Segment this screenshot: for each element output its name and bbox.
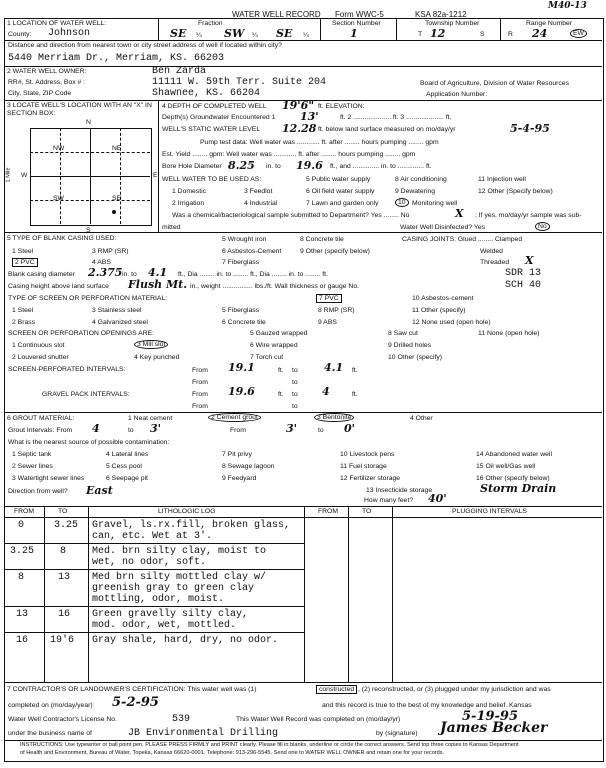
log-row-text: wet, no odor, soft. (92, 557, 207, 568)
use-5[interactable]: 5 Public water supply (306, 176, 371, 183)
bore-hole-diameter[interactable]: 8.25 (228, 159, 255, 172)
screen-7-pvc[interactable]: 7 PVC (316, 294, 342, 303)
grout-intervals-label: Grout Intervals: From (8, 427, 73, 434)
quarter-3: ¼ (303, 32, 309, 39)
township-label: Township Number (425, 20, 480, 27)
grout-int1-to[interactable]: 3' (150, 422, 162, 435)
gp-from-label: From (192, 391, 208, 398)
city-label: City, State, ZIP Code (8, 90, 72, 97)
compass-e: E (153, 172, 158, 179)
license-value[interactable]: 539 (172, 714, 191, 725)
use-10-label[interactable]: Monitoring well (412, 200, 458, 207)
source-11[interactable]: 11 Fuel storage (340, 463, 387, 470)
screen-11[interactable]: 11 Other (specify) (412, 307, 466, 314)
quadrant-ne: NE (112, 145, 122, 152)
certification-rest: , (2) reconstructed, or (3) plugged under my jurisdiction and was (358, 686, 551, 693)
license-label: Water Well Contractor's License No. (8, 716, 117, 723)
use-12[interactable]: 12 Other (Specify below) (478, 188, 553, 195)
gravel-pack-label: GRAVEL PACK INTERVALS: (42, 391, 130, 398)
water-use-label: WELL WATER TO BE USED AS: (162, 176, 262, 183)
distance-label: Distance and direction from nearest town or city street address of well if located within city? (8, 42, 282, 49)
address-value[interactable]: 5440 Merriam Dr., Merriam, KS. 66203 (8, 53, 225, 64)
gp-from2-label: From (192, 403, 208, 410)
sp-to-label: to (292, 367, 298, 374)
sp-from2-label: From (192, 379, 208, 386)
use-11[interactable]: 11 Injection well (478, 176, 526, 183)
how-many-feet-value[interactable]: 40' (428, 492, 447, 505)
log-row-text: mod. odor, wet, mottled. (92, 620, 237, 631)
owner-city[interactable]: Shawnee, KS. 66204 (152, 88, 261, 99)
use-4[interactable]: 4 Industrial (244, 200, 278, 207)
township-number[interactable]: 12 (430, 27, 446, 40)
log-row-from: 3.25 (10, 546, 35, 557)
chemical-sample-line: Was a chemical/bacteriological sample submitted to Department? Yes ........ No (172, 212, 410, 219)
gp-from-value[interactable]: 19.6 (228, 385, 255, 398)
log-row-text: can, etc. Wet at 3'. (92, 531, 213, 542)
source-16[interactable]: 16 Other (specify below) (476, 475, 550, 482)
disinfected-label: Water Well Disinfected? Yes (400, 224, 486, 231)
business-name-value[interactable]: JB Environmental Drilling (128, 728, 279, 739)
sch-value[interactable]: SCH 40 (505, 280, 542, 291)
openings-label: SCREEN OR PERFORATION OPENINGS ARE: (8, 330, 155, 337)
log-row-to: 13 (58, 572, 71, 583)
township-s: S (480, 31, 485, 38)
grout-4[interactable]: 4 Other (410, 415, 433, 422)
grout-int2-from-label: From (230, 427, 246, 434)
compass-w: W (21, 172, 28, 179)
section-grid[interactable] (30, 128, 152, 226)
grout-int2-to-label: to (318, 427, 324, 434)
board-label: Board of Agriculture, Division of Water Resources (420, 80, 569, 87)
grout-int1-from[interactable]: 4 (92, 422, 100, 435)
opening-6[interactable]: 6 Wire wrapped (250, 342, 298, 349)
casing-2-pvc[interactable]: 2 PVC (12, 258, 38, 267)
use-8[interactable]: 8 Air conditioning (395, 176, 447, 183)
log-row-text: Gravel, ls.rx.fill, broken glass, (92, 520, 291, 531)
sp-to2-label: to (292, 379, 298, 386)
blank-diameter-to[interactable]: 4.1 (148, 266, 168, 279)
elevation-label: ft. ELEVATION: (318, 103, 365, 110)
log-row-to: 8 (60, 546, 67, 557)
blank-diameter-value[interactable]: 2.375 (88, 266, 123, 279)
record-completed-label: This Water Well Record was completed on (mo/day/yr) (236, 716, 401, 723)
grout-int2-to[interactable]: 0' (344, 422, 356, 435)
groundwater-label: Depth(s) Groundwater Encountered 1 (162, 114, 276, 121)
casing-height-rest: in., weight ................ lbs./ft. Wall thickness or gauge No. (190, 283, 359, 290)
range-number[interactable]: 24 (532, 27, 548, 40)
other-source-value[interactable]: Storm Drain (480, 482, 557, 495)
screen-2[interactable]: 2 Brass (12, 319, 36, 326)
source-9[interactable]: 9 Feedyard (222, 475, 257, 482)
how-many-feet-label: How many feet? (364, 497, 414, 504)
use-6[interactable]: 6 Oil field water supply (306, 188, 375, 195)
casing-1[interactable]: 1 Steel (12, 248, 34, 255)
source-7[interactable]: 7 Pit privy (222, 451, 252, 458)
plug-from-header: FROM (318, 508, 339, 515)
fraction-3[interactable]: SE (276, 27, 293, 40)
opening-8[interactable]: 8 Saw cut (388, 330, 418, 337)
range-label: Range Number (526, 20, 573, 27)
opening-9[interactable]: 9 Drilled holes (388, 342, 432, 349)
screen-6[interactable]: 6 Concrete tile (222, 319, 266, 326)
opening-4[interactable]: 4 Key punched (134, 354, 180, 361)
bore-hole-label: Bore Hole Diameter (162, 163, 222, 170)
screen-10[interactable]: 10 Asbestos-cement (412, 295, 474, 302)
direction-value[interactable]: East (86, 484, 113, 497)
quarter-1: ¼ (196, 32, 202, 39)
casing-3[interactable]: 3 RMP (SR) (92, 248, 129, 255)
log-row-text: mottling, odor, moist. (92, 594, 225, 605)
source-13[interactable]: 13 Insecticide storage (366, 487, 433, 494)
source-1[interactable]: 1 Septic tank (12, 451, 52, 458)
sdr-value[interactable]: SDR 13 (505, 268, 542, 279)
sp-ft2-label: ft. (352, 367, 358, 374)
welded-label: Welded (480, 248, 503, 255)
direction-label: Direction from well? (8, 488, 68, 495)
static-level-rest: ft. below land surface measured on mo/day/yr (318, 126, 456, 133)
threaded-label: Threaded (480, 259, 510, 266)
gp-to-value[interactable]: 4 (322, 385, 330, 398)
township-t: T (418, 31, 423, 38)
groundwater-1[interactable]: 13' (300, 110, 319, 123)
source-3[interactable]: 3 Watertight sewer lines (12, 475, 85, 482)
section-number-label: Section Number (332, 20, 381, 27)
gp-ft-label: ft. (278, 391, 284, 398)
certification-label: 7 CONTRACTOR'S OR LANDOWNER'S CERTIFICATION: This water well was (1) (7, 686, 257, 693)
owner-name[interactable]: Ben Zarda (152, 66, 207, 77)
log-row-from: 8 (18, 572, 25, 583)
casing-7[interactable]: 7 Fiberglass (222, 259, 260, 266)
opening-11[interactable]: 11 None (open hole) (478, 330, 540, 337)
screen-1[interactable]: 1 Steel (12, 307, 34, 314)
static-level-label: WELL'S STATIC WATER LEVEL (162, 126, 261, 133)
gp-to-label: to (292, 391, 298, 398)
plugging-intervals-header: PLUGGING INTERVALS (452, 508, 527, 515)
opening-2[interactable]: 2 Louvered shutter (12, 354, 69, 361)
source-10[interactable]: 10 Livestock pens (340, 451, 395, 458)
depth-label: 4 DEPTH OF COMPLETED WELL (162, 103, 267, 110)
casing-4[interactable]: 4 ABS (92, 259, 111, 266)
pump-test-line: Pump test data: Well water was ............ ft. after ........ hours pumping ........ gpm (200, 139, 439, 146)
sec6-label: 6 GROUT MATERIAL: (7, 415, 75, 422)
log-row-text: Gray shale, hard, dry, no odor. (92, 635, 279, 646)
use-2[interactable]: 2 Irrigation (172, 200, 205, 207)
casing-6[interactable]: 6 Asbestos-Cement (222, 248, 282, 255)
fraction-1[interactable]: SE (170, 27, 187, 40)
use-3[interactable]: 3 Feedlot (244, 188, 273, 195)
quarter-2: ¼ (252, 32, 258, 39)
source-4[interactable]: 4 Lateral lines (106, 451, 149, 458)
sec3-label: 3 LOCATE WELL'S LOCATION WITH AN "X" IN SECTION BOX: (7, 102, 152, 117)
casing-9[interactable]: 9 Other (specify below) (300, 248, 370, 255)
log-row-text: Green gravelly silty clay, (92, 609, 249, 620)
well-location-mark (112, 210, 116, 214)
form-title: WATER WELL RECORD (232, 10, 321, 19)
disinfected-no[interactable]: No (535, 222, 550, 231)
screen-12[interactable]: 12 None used (open hole) (412, 319, 491, 326)
sp-ft-label: ft. (278, 367, 284, 374)
sec2-label: 2 WATER WELL OWNER: (7, 68, 87, 75)
threaded-x[interactable]: X (525, 254, 534, 267)
screen-4[interactable]: 4 Galvanized steel (92, 319, 148, 326)
constructed-boxed[interactable]: constructed (316, 685, 357, 694)
casing-8[interactable]: 8 Concrete tile (300, 236, 344, 243)
blank-diameter-mid: in. to (122, 271, 137, 278)
application-number-label: Application Number: (426, 91, 488, 98)
bore-hole-rest: ft., and .............. in. to .............. ft. (330, 163, 432, 170)
compass-s: S (86, 227, 91, 234)
address-label: RR#, St. Address, Box # : (8, 79, 86, 86)
depth-value[interactable]: 19'6" (282, 99, 315, 112)
log-row-to: 16 (58, 609, 71, 620)
range-ew[interactable]: EW (570, 29, 587, 38)
bore-hole-mid: in. to (266, 163, 281, 170)
screen-8[interactable]: 8 RMP (SR) (318, 307, 355, 314)
source-6[interactable]: 6 Seepage pit (106, 475, 148, 482)
opening-5[interactable]: 5 Gauzed wrapped (250, 330, 308, 337)
static-level-value[interactable]: 12.28 (282, 122, 317, 135)
completed-on-value[interactable]: 5-2-95 (112, 695, 159, 710)
section-number[interactable]: 1 (350, 27, 358, 40)
opening-7[interactable]: 7 Torch cut (250, 354, 284, 361)
yield-line: Est. Yield ........ gpm: Well water was ............ ft. after ........ hours pumping ........ gpm (162, 151, 416, 158)
grout-1[interactable]: 1 Neat cement (128, 415, 173, 422)
owner-street[interactable]: 11111 W. 59th Terr. Suite 204 (152, 77, 327, 88)
fraction-label: Fraction (198, 20, 223, 27)
sec1-label: 1 LOCATION OF WATER WELL: (7, 20, 107, 27)
screen-3[interactable]: 3 Stainless steel (92, 307, 142, 314)
source-8[interactable]: 8 Sewage lagoon (222, 463, 275, 470)
opening-3-mill-slot[interactable]: 3 Mill slot (134, 340, 168, 349)
lithologic-log-header: LITHOLOGIC LOG (158, 508, 216, 515)
source-5[interactable]: 5 Cess pool (106, 463, 142, 470)
log-row-to: 3.25 (54, 520, 79, 531)
static-level-date[interactable]: 5-4-95 (510, 122, 550, 135)
blank-diameter-rest: ft., Dia ........ in. to ........ ft., Dia ........ in. to ........ ft. (178, 271, 328, 278)
compass-n: N (86, 119, 91, 126)
log-row-text: Med. brn silty clay, moist to (92, 546, 267, 557)
opening-1[interactable]: 1 Continuous slot (12, 342, 65, 349)
business-name-label: under the business name of (8, 730, 92, 737)
chemical-sample-rest: ; If yes, mo/day/yr sample was sub- (475, 212, 582, 219)
gp-ft2-label: ft. (352, 391, 358, 398)
record-completed-value[interactable]: 5-19-95 (462, 709, 519, 724)
casing-joints-label: CASING JOINTS: Glued ........ Clamped (402, 236, 523, 243)
log-row-to: 19'6 (50, 635, 75, 646)
screen-intervals-label: SCREEN-PERFORATED INTERVALS: (8, 366, 126, 373)
county-value[interactable]: Johnson (48, 28, 91, 39)
nearest-source-label: What is the nearest source of possible contamination: (8, 439, 170, 446)
sp-from-label: From (192, 367, 208, 374)
groundwater-rest: ft. 2 .................... ft. 3 .................... ft. (340, 114, 452, 121)
form-number: Form WWC-5 (335, 10, 384, 19)
screen-material-label: TYPE OF SCREEN OR PERFORATION MATERIAL: (8, 295, 168, 302)
log-row-text: Med brn silty mottled clay w/ (92, 572, 267, 583)
source-15[interactable]: 15 Oil well/Gas well (476, 463, 536, 470)
source-14[interactable]: 14 Abandoned water well (476, 451, 552, 458)
gp-to2-label: to (292, 403, 298, 410)
screen-5[interactable]: 5 Fiberglass (222, 307, 260, 314)
county-label: County: (8, 31, 32, 38)
use-1[interactable]: 1 Domestic (172, 188, 206, 195)
bore-hole-to[interactable]: 19.6 (296, 159, 323, 172)
true-statement: and this record is true to the best of my knowledge and belief. Kansas (322, 702, 532, 709)
plug-to-header: TO (362, 508, 372, 515)
quadrant-se: SE (112, 195, 122, 202)
casing-height-value[interactable]: Flush Mt. (128, 278, 188, 291)
log-row-from: 13 (16, 609, 29, 620)
handwritten-reference: M40-13 (548, 1, 587, 11)
range-r: R (508, 31, 513, 38)
use-7[interactable]: 7 Lawn and garden only (306, 200, 379, 207)
screen-9[interactable]: 9 ABS (318, 319, 337, 326)
use-9[interactable]: 9 Dewatering (395, 188, 436, 195)
grout-int2-from[interactable]: 3' (286, 422, 298, 435)
source-12[interactable]: 12 Fertilizer storage (340, 475, 401, 482)
sp-from-value[interactable]: 19.1 (228, 361, 255, 374)
mile-label: 1 Mile (5, 167, 12, 183)
sp-to-value[interactable]: 4.1 (324, 361, 344, 374)
mitted-label: mitted (162, 224, 181, 231)
quadrant-nw: NW (53, 145, 65, 152)
log-from-header: FROM (14, 508, 35, 515)
fraction-2[interactable]: SW (224, 27, 245, 40)
log-to-header: TO (58, 508, 68, 515)
source-2[interactable]: 2 Sewer lines (12, 463, 53, 470)
signature: James Becker (440, 720, 548, 736)
quadrant-sw: SW (53, 195, 64, 202)
instructions-line-2: of Health and Environment, Bureau of Water, Topeka, Kansas 66620-0001. Telephone: 913-296-5545. Send one to WATER WELL OWNER and retain one for your records. (20, 750, 445, 756)
instructions-line-1: INSTRUCTIONS: Use typewriter or ball point pen. PLEASE PRESS FIRMLY and PRINT clearly. Please fill in blanks, underline or circle the correct answers. Send top three copies to Kansas Department (20, 742, 519, 748)
casing-5[interactable]: 5 Wrought iron (222, 236, 267, 243)
opening-10[interactable]: 10 Other (specify) (388, 354, 443, 361)
log-row-from: 0 (18, 520, 25, 531)
log-row-from: 16 (16, 635, 29, 646)
chemical-sample-no[interactable]: X (455, 207, 464, 220)
casing-height-label: Casing height above land surface (8, 283, 109, 290)
completed-on-label: completed on (mo/day/year) (8, 702, 93, 709)
log-row-text: greenish gray to green clay (92, 583, 255, 594)
sec5-label: 5 TYPE OF BLANK CASING USED: (7, 235, 117, 242)
use-10-circled[interactable]: 10 (395, 198, 409, 207)
blank-diameter-label: Blank casing diameter (8, 271, 75, 278)
signature-label: by (signature) (376, 730, 418, 737)
ksa-reference: KSA 82a-1212 (415, 10, 467, 19)
grout-3-circled[interactable]: 3 Bentonite (314, 413, 354, 422)
grout-2-circled[interactable]: 2 Cement grout (208, 413, 261, 422)
grout-int1-to-label: to (128, 427, 134, 434)
